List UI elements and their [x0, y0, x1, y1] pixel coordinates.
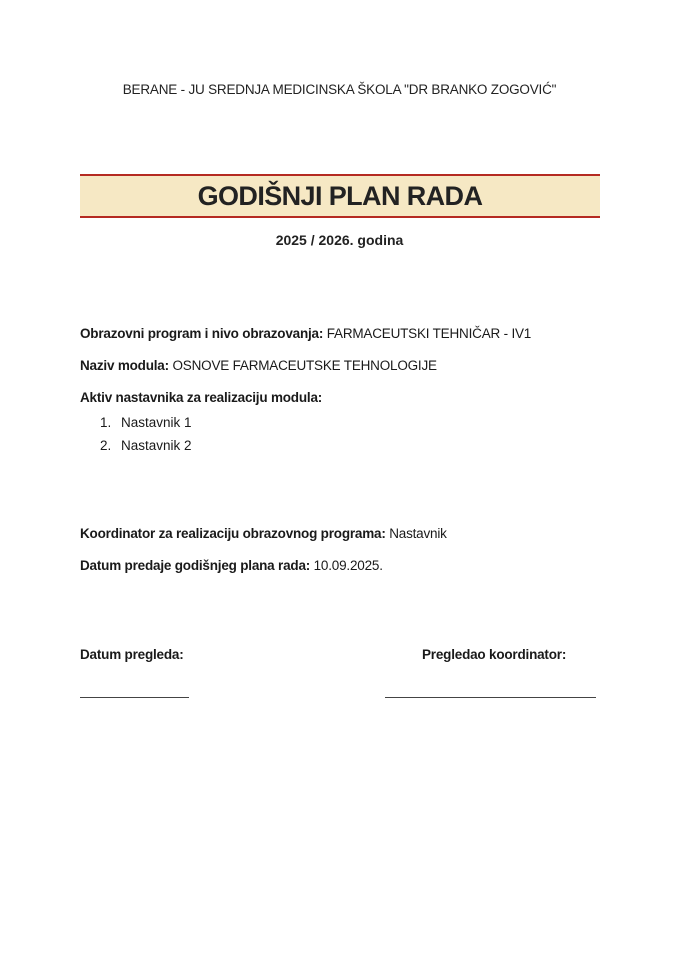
school-year: 2025 / 2026. godina: [275, 232, 404, 248]
review-date-label: Datum pregleda:: [80, 647, 184, 662]
coordinator-label: Koordinator za realizaciju obrazovnog programa:: [80, 526, 386, 541]
program-label: Obrazovni program i nivo obrazovanja:: [80, 326, 324, 341]
module-line: [80, 358, 437, 373]
program-value: FARMACEUTSKI TEHNIČAR - IV1: [326, 326, 532, 341]
list-item-number: 1.: [100, 415, 112, 430]
review-date-signature-line: [80, 697, 189, 698]
list-item-number: 2.: [100, 438, 112, 453]
aktiv-label: Aktiv nastavnika za realizaciju modula:: [80, 390, 323, 405]
list-item: [100, 415, 192, 430]
list-item-name: Nastavnik 1: [121, 415, 192, 430]
reviewer-label: Pregledao koordinator:: [422, 647, 567, 662]
coordinator-line: [80, 526, 447, 541]
reviewer-signature-line: [385, 697, 596, 698]
page-title: GODIŠNJI PLAN RADA: [197, 181, 483, 211]
aktiv-line: [80, 390, 322, 405]
school-header: BERANE - JU SREDNJA MEDICINSKA ŠKOLA "DR BRANKO ZOGOVIĆ": [122, 82, 557, 97]
submission-line: [80, 558, 383, 573]
list-item-name: Nastavnik 2: [121, 438, 192, 453]
module-value: OSNOVE FARMACEUTSKE TEHNOLOGIJE: [172, 358, 437, 373]
submission-label: Datum predaje godišnjeg plana rada:: [80, 558, 311, 573]
list-item: [100, 438, 192, 453]
coordinator-value: Nastavnik: [389, 526, 447, 541]
submission-value: 10.09.2025.: [313, 558, 383, 573]
module-label: Naziv modula:: [80, 358, 169, 373]
program-line: [80, 326, 531, 341]
